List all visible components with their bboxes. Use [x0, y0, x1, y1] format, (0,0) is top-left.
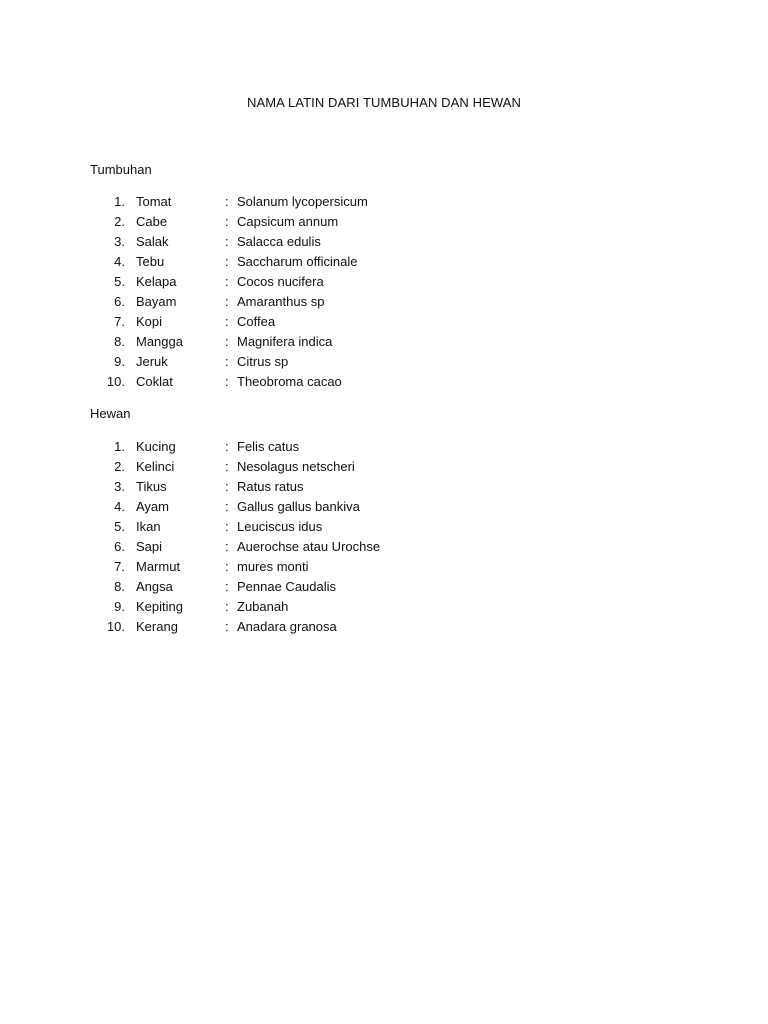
item-number: 1.	[114, 439, 125, 454]
plant-list	[0, 195, 768, 395]
animal-list	[0, 440, 768, 640]
common-name: Sapi	[136, 539, 163, 554]
latin-name: Auerochse atau Urochse	[237, 539, 381, 554]
list-item	[0, 315, 768, 335]
latin-name: Anadara granosa	[237, 619, 337, 634]
separator: :	[225, 274, 229, 289]
section-heading-animals: Hewan	[90, 406, 131, 421]
latin-name: Leuciscus idus	[237, 519, 323, 534]
section-heading-plants: Tumbuhan	[90, 162, 152, 177]
common-name: Bayam	[136, 294, 177, 309]
separator: :	[225, 214, 229, 229]
latin-name: Magnifera indica	[237, 334, 333, 349]
item-number: 10.	[106, 619, 125, 634]
latin-name: Capsicum annum	[237, 214, 339, 229]
common-name: Kerang	[136, 619, 178, 634]
latin-name: Theobroma cacao	[237, 374, 342, 389]
list-item	[0, 480, 768, 500]
latin-name: mures monti	[237, 559, 309, 574]
item-number: 10.	[106, 374, 125, 389]
page-title: NAMA LATIN DARI TUMBUHAN DAN HEWAN	[246, 95, 522, 110]
list-item	[0, 255, 768, 275]
separator: :	[225, 499, 229, 514]
separator: :	[225, 579, 229, 594]
separator: :	[225, 539, 229, 554]
list-item	[0, 335, 768, 355]
item-number: 9.	[114, 354, 125, 369]
separator: :	[225, 334, 229, 349]
common-name: Ikan	[136, 519, 161, 534]
common-name: Coklat	[136, 374, 173, 389]
separator: :	[225, 439, 229, 454]
list-item	[0, 460, 768, 480]
latin-name: Nesolagus netscheri	[237, 459, 355, 474]
list-item	[0, 440, 768, 460]
common-name: Angsa	[136, 579, 173, 594]
common-name: Marmut	[136, 559, 181, 574]
item-number: 2.	[114, 214, 125, 229]
list-item	[0, 620, 768, 640]
item-number: 1.	[114, 194, 125, 209]
separator: :	[225, 559, 229, 574]
common-name: Mangga	[136, 334, 183, 349]
list-item	[0, 600, 768, 620]
latin-name: Zubanah	[237, 599, 289, 614]
latin-name: Cocos nucifera	[237, 274, 324, 289]
item-number: 7.	[114, 559, 125, 574]
list-item	[0, 500, 768, 520]
common-name: Kelinci	[136, 459, 175, 474]
separator: :	[225, 519, 229, 534]
latin-name: Salacca edulis	[237, 234, 321, 249]
list-item	[0, 580, 768, 600]
item-number: 4.	[114, 254, 125, 269]
common-name: Kopi	[136, 314, 163, 329]
latin-name: Pennae Caudalis	[237, 579, 337, 594]
separator: :	[225, 294, 229, 309]
common-name: Tebu	[136, 254, 165, 269]
item-number: 4.	[114, 499, 125, 514]
latin-name: Felis catus	[237, 439, 300, 454]
common-name: Jeruk	[136, 354, 168, 369]
latin-name: Solanum lycopersicum	[237, 194, 368, 209]
list-item	[0, 560, 768, 580]
item-number: 8.	[114, 579, 125, 594]
latin-name: Saccharum officinale	[237, 254, 358, 269]
item-number: 2.	[114, 459, 125, 474]
item-number: 6.	[114, 539, 125, 554]
latin-name: Ratus ratus	[237, 479, 304, 494]
list-item	[0, 540, 768, 560]
separator: :	[225, 194, 229, 209]
separator: :	[225, 354, 229, 369]
latin-name: Amaranthus sp	[237, 294, 325, 309]
item-number: 3.	[114, 234, 125, 249]
latin-name: Citrus sp	[237, 354, 289, 369]
list-item	[0, 375, 768, 395]
item-number: 7.	[114, 314, 125, 329]
separator: :	[225, 254, 229, 269]
item-number: 5.	[114, 519, 125, 534]
common-name: Kepiting	[136, 599, 183, 614]
list-item	[0, 215, 768, 235]
latin-name: Gallus gallus bankiva	[237, 499, 360, 514]
list-item	[0, 195, 768, 215]
latin-name: Coffea	[237, 314, 276, 329]
item-number: 3.	[114, 479, 125, 494]
common-name: Kucing	[136, 439, 176, 454]
list-item	[0, 235, 768, 255]
separator: :	[225, 619, 229, 634]
common-name: Tomat	[136, 194, 172, 209]
common-name: Kelapa	[136, 274, 177, 289]
list-item	[0, 355, 768, 375]
common-name: Tikus	[136, 479, 167, 494]
item-number: 6.	[114, 294, 125, 309]
separator: :	[225, 599, 229, 614]
item-number: 5.	[114, 274, 125, 289]
common-name: Cabe	[136, 214, 168, 229]
item-number: 9.	[114, 599, 125, 614]
list-item	[0, 520, 768, 540]
list-item	[0, 295, 768, 315]
separator: :	[225, 234, 229, 249]
separator: :	[225, 314, 229, 329]
separator: :	[225, 374, 229, 389]
item-number: 8.	[114, 334, 125, 349]
common-name: Ayam	[136, 499, 169, 514]
separator: :	[225, 459, 229, 474]
list-item	[0, 275, 768, 295]
separator: :	[225, 479, 229, 494]
common-name: Salak	[136, 234, 169, 249]
